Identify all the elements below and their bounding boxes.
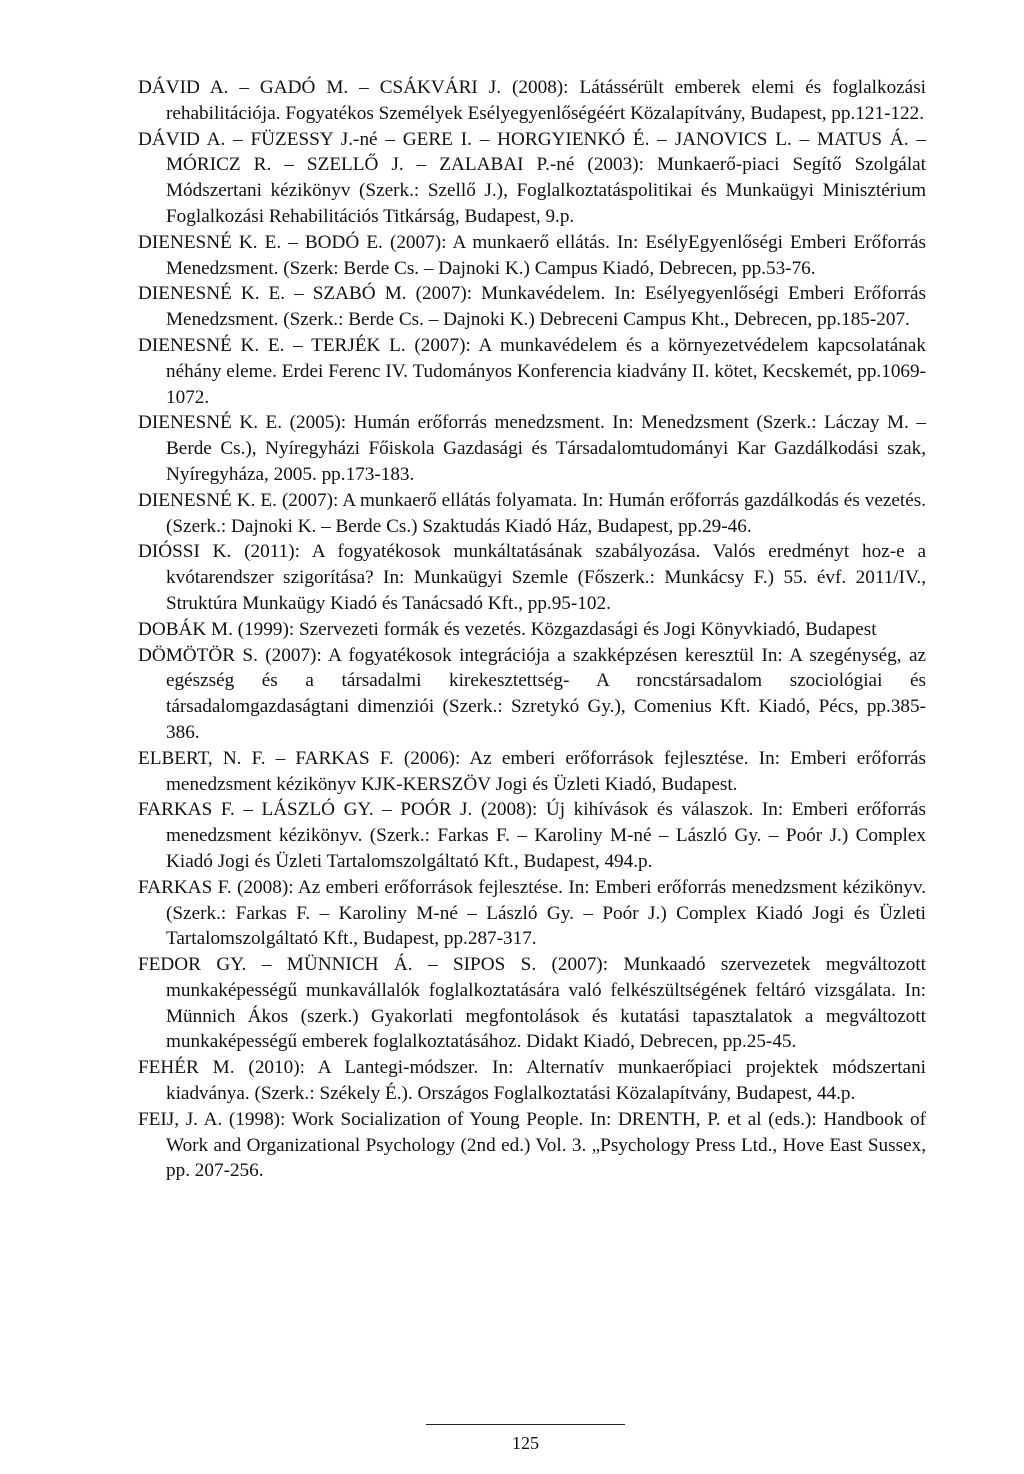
page-number: 125 xyxy=(512,1433,539,1453)
reference-entry: DÁVID A. – GADÓ M. – CSÁKVÁRI J. (2008): Látássérült emberek elemi és foglalkozási rehabilitációja. Fogyatékos Személyek Esélyegyenlőségéért Közalapítvány, Budapest, pp.121-122. xyxy=(138,77,926,124)
reference-entry: DÖMÖTÖR S. (2007): A fogyatékosok integrációja a szakképzésen keresztül In: A szegénység, az egészség és a társadalmi kirekesztettség- A roncstársadalom szociológiai és társadalomgazdaságtani dimenziói (Szerk.: Szretykó Gy.), Comenius Kft. Kiadó, Pécs, pp.385-386. xyxy=(138,644,926,743)
reference-entry: DIENESNÉ K. E. – SZABÓ M. (2007): Munkavédelem. In: Esélyegyenlőségi Emberi Erőforrás Menedzsment. (Szerk.: Berde Cs. – Dajnoki K.) Debreceni Campus Kht., Debrecen, pp.185-207. xyxy=(138,283,926,331)
reference-entry: FARKAS F. (2008): Az emberi erőforrások fejlesztése. In: Emberi erőforrás menedzsment kézikönyv. (Szerk.: Farkas F. – Karoliny M-né – László Gy. – Poór J.) Complex Kiadó Jogi és Üzleti Tartalomszolgáltató Kft., Budapest, pp.287-317. xyxy=(138,876,926,950)
reference-entry: DIENESNÉ K. E. – BODÓ E. (2007): A munkaerő ellátás. In: EsélyEgyenlőségi Emberi Erőforrás Menedzsment. (Szerk: Berde Cs. – Dajnoki K.) Campus Kiadó, Debrecen, pp.53-76. xyxy=(138,231,926,279)
reference-list xyxy=(138,75,926,1184)
reference-entry: FEIJ, J. A. (1998): Work Socialization of Young People. In: DRENTH, P. et al (eds.): Handbook of Work and Organizational Psychology (2nd ed.) Vol. 3. „Psychology Press Ltd., Hove East Sussex, pp. 207-256. xyxy=(138,1108,926,1182)
reference-entry: DIÓSSI K. (2011): A fogyatékosok munkáltatásának szabályozása. Valós eredményt hoz-e a kvótarendszer szigorítása? In: Munkaügyi Szemle (Főszerk.: Munkácsy F.) 55. évf. 2011/IV., Struktúra Munkaügy Kiadó és Tanácsadó Kft., pp.95-102. xyxy=(138,541,926,614)
reference-entry: DIENESNÉ K. E. (2005): Humán erőforrás menedzsment. In: Menedzsment (Szerk.: Láczay M. – Berde Cs.), Nyíregyházi Főiskola Gazdasági és Társadalomtudományi Kar Gazdálkodási szak, Nyíregyháza, 2005. pp.173-183. xyxy=(138,412,926,485)
reference-entry: DIENESNÉ K. E. (2007): A munkaerő ellátás folyamata. In: Humán erőforrás gazdálkodás és vezetés. (Szerk.: Dajnoki K. – Berde Cs.) Szaktudás Kiadó Ház, Budapest, pp.29-46. xyxy=(138,489,926,537)
reference-entry: DOBÁK M. (1999): Szervezeti formák és vezetés. Közgazdasági és Jogi Könyvkiadó, Budapest xyxy=(138,618,877,640)
reference-entry: DÁVID A. – FÜZESSY J.-né – GERE I. – HORGYIENKÓ É. – JANOVICS L. – MATUS Á. – MÓRICZ R. – SZELLŐ J. – ZALABAI P.-né (2003): Munkaerő-piaci Segítő Szolgálat Módszertani kézikönyv (Szerk.: Szellő J.), Foglalkoztatáspolitikai és Munkaügyi Minisztérium Foglalkozási Rehabilitációs Titkárság, Budapest, 9.p. xyxy=(138,128,926,227)
footer-divider xyxy=(426,1424,625,1425)
reference-entry: FEHÉR M. (2010): A Lantegi-módszer. In: Alternatív munkaerőpiaci projektek módszertani kiadványa. (Szerk.: Székely É.). Országos Foglalkoztatási Közalapítvány, Budapest, 44.p. xyxy=(138,1057,926,1105)
reference-entry: ELBERT, N. F. – FARKAS F. (2006): Az emberi erőforrások fejlesztése. In: Emberi erőforrás menedzsment kézikönyv KJK-KERSZÖV Jogi és Üzleti Kiadó, Budapest. xyxy=(138,747,926,795)
reference-entry: FEDOR GY. – MÜNNICH Á. – SIPOS S. (2007): Munkaadó szervezetek megváltozott munkaképességű munkavállalók foglalkoztatására való felkészültségének feltáró vizsgálata. In: Münnich Ákos (szerk.) Gyakorlati megfontolások és kutatási tapasztalatok a megváltozott munkaképességű emberek foglalkoztatásához. Didakt Kiadó, Debrecen, pp.25-45. xyxy=(138,954,926,1053)
reference-entry: FARKAS F. – LÁSZLÓ GY. – POÓR J. (2008): Új kihívások és válaszok. In: Emberi erőforrás menedzsment kézikönyv. (Szerk.: Farkas F. – Karoliny M-né – László Gy. – Poór J.) Complex Kiadó Jogi és Üzleti Tartalomszolgáltató Kft., Budapest, 494.p. xyxy=(138,799,926,872)
reference-entry: DIENESNÉ K. E. – TERJÉK L. (2007): A munkavédelem és a környezetvédelem kapcsolatának néhány eleme. Erdei Ferenc IV. Tudományos Konferencia kiadvány II. kötet, Kecskemét, pp.1069-1072. xyxy=(138,334,926,408)
